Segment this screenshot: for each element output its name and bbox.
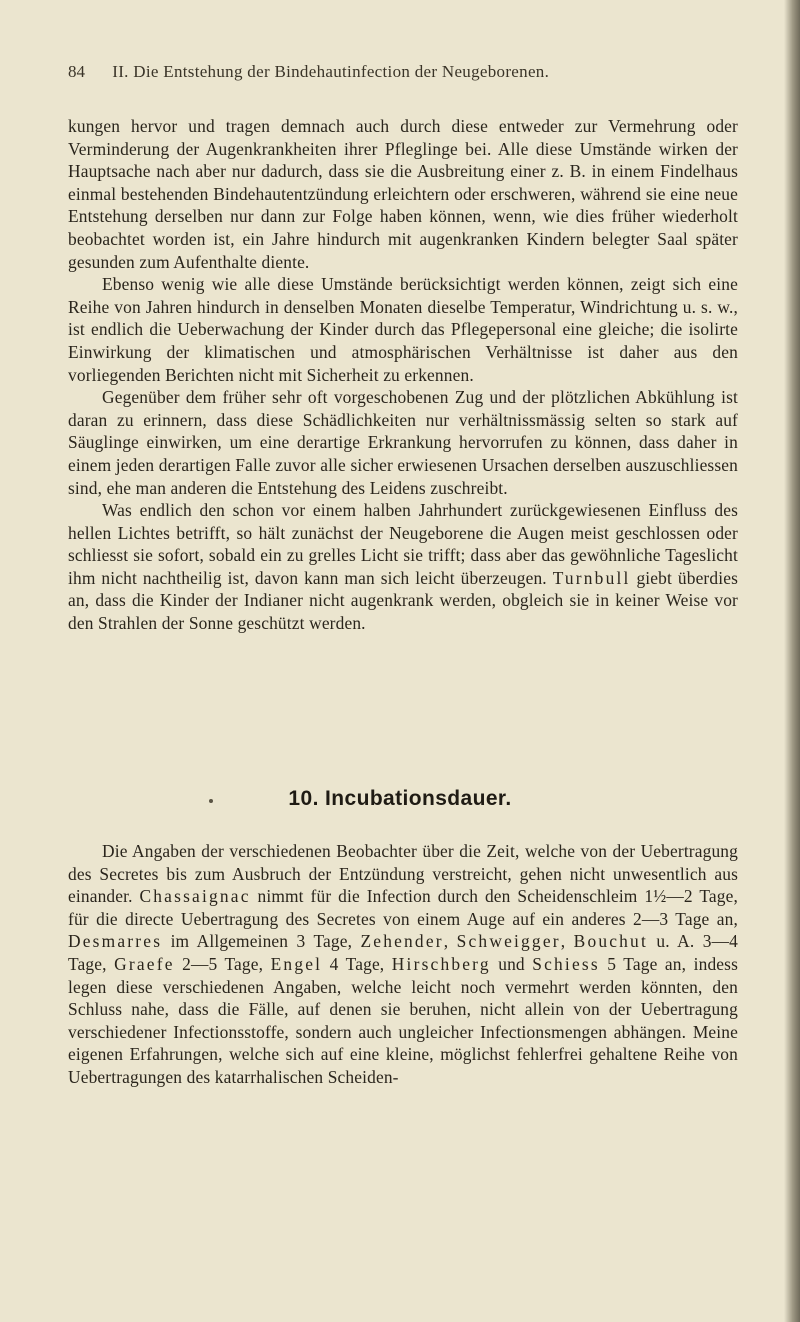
text-run: im Allgemeinen 3 Tage,	[162, 931, 361, 952]
text-run: 4 Tage,	[322, 953, 392, 974]
paragraph: Ebenso wenig wie alle diese Umstände berücksichtigt werden können, zeigt sich eine Reihe von Jahren hindurch in denselben Monaten dieselbe Temperatur, Windrichtung u. s. w., ist endlich die Ueberwachung der Kinder durch das Pflegepersonal eine gleiche; die isolirte Einwirkung der klimatischen und atmosphärischen Verhältnisse ist daher aus den vorliegenden Berichten nicht mit Sicherheit zu erkennen.	[68, 274, 738, 385]
text-run: 2—5 Tage,	[174, 953, 271, 974]
paragraph: Gegenüber dem früher sehr oft vorgeschobenen Zug und der plötzlichen Abkühlung ist daran zu erinnern, dass diese Schädlichkeiten nur verhältnissmässig selten so stark auf Säuglinge einwirken, um eine derartige Erkrankung hervorrufen zu können, dass daher in einem jeden derartigen Falle zuvor alle sicher erwiesenen Ursachen derselben auszuschliessen sind, ehe man anderen die Entstehung des Leidens zuschreibt.	[68, 387, 738, 498]
author-name: Engel	[270, 953, 323, 974]
author-name: Graefe	[114, 953, 175, 974]
page-edge-shadow	[784, 0, 800, 1322]
paragraph: kungen hervor und tragen demnach auch durch diese entweder zur Vermehrung oder Verminderung der Augenkrankheiten ihrer Pfleglinge bei. Alle diese Umstände wirken der Hauptsache nach aber nur dadurch, dass sie die Ausbreitung einer z. B. in einem Findelhaus einmal bestehenden Bindehautentzündung erleichtern oder erschweren, während sie eine neue Entstehung derselben nur dann zur Folge haben können, wenn, wie dies früher wiederholt beobachtet worden ist, ein Jahre hindurch mit augenkranken Kindern belegter Saal später gesunden zum Aufenthalte diente.	[68, 116, 738, 272]
body-text-top	[68, 115, 738, 635]
section-heading: 10. Incubationsdauer.	[288, 787, 512, 810]
author-name: Bouchut	[573, 931, 648, 952]
text-run: und	[490, 953, 533, 974]
text-run: 5 Tage an, indess legen diese verschiedenen Angaben, welche leicht noch vermehrt werden könnten, den Schluss nahe, dass die Fälle, auf denen sie beruhen, nicht allein von der Uebertragung verschiedener Infectionsstoffe, sondern auch ungleicher Infectionsmengen abhängen. Meine eigenen Erfahrungen, welche sich auf eine kleine, möglichst fehlerfrei gehaltene Reihe von Uebertragungen des katarrhalischen Scheiden-	[68, 953, 738, 1087]
paragraph	[68, 499, 738, 635]
author-name: Zehender	[360, 931, 444, 952]
author-name: Hirschberg	[391, 953, 491, 974]
author-name: Schweigger	[456, 931, 561, 952]
text-run: ,	[560, 931, 574, 952]
page-number: 84	[68, 62, 85, 81]
author-name: Schiess	[532, 953, 600, 974]
text-run: ,	[443, 931, 457, 952]
text-run: u. A. 3—4 Tage,	[68, 931, 738, 974]
paragraph	[68, 840, 738, 1089]
author-name: Turnbull	[552, 567, 631, 588]
author-name: Chassaignac	[139, 886, 251, 907]
page-header	[68, 62, 738, 82]
body-text-bottom	[68, 840, 738, 1089]
running-title: II. Die Entstehung der Bindehautinfection der Neugeborenen.	[112, 62, 550, 81]
text-run: Die Angaben der verschiedenen Beobachter über die Zeit, welche von der Uebertragung des Secretes bis zum Ausbruch der Entzündung verstreicht, gehen nicht unwesentlich aus einander.	[68, 841, 738, 907]
text-run: nimmt für die Infection durch den Scheidenschleim 1½—2 Tage, für die directe Uebertragung des Secretes von einem Auge auf ein anderes 2—3 Tage an,	[68, 886, 738, 929]
text-run: giebt überdies an, dass die Kinder der Indianer nicht augenkrank werden, obgleich sie in keiner Weise vor den Strahlen der Sonne geschützt werden.	[68, 567, 738, 634]
text-run: Was endlich den schon vor einem halben Jahrhundert zurückgewiesenen Einfluss des hellen Lichtes betrifft, so hält zunächst der Neugeborene die Augen meist geschlossen oder schliesst sie sofort, sobald ein zu grelles Licht sie trifft; dass aber das gewöhnliche Tageslicht ihm nicht nachtheilig ist, davon kann man sich leicht überzeugen.	[68, 500, 738, 588]
author-name: Desmarres	[68, 931, 163, 952]
